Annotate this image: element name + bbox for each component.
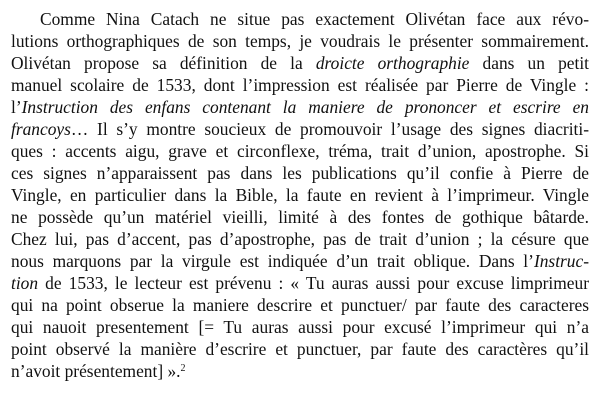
text-segment: Vingle, en particulier dans la Bible, la faute en revient à l’imprimeur. Vingle [11,185,589,205]
text-segment: qui na point obserue la maniere descrire et punctuer/ par faute des caracteres [11,295,589,315]
text-segment: lutions orthographiques de son temps, je voudrais le présenter sommairement. [11,31,589,51]
paragraph-line [11,360,589,382]
text-segment: dans un petit [469,53,589,73]
paragraph-line [11,118,589,140]
text-segment: Comme Nina Catach ne situe pas exactement Olivétan face aux révo- [40,9,589,29]
footnote-marker: 2 [180,363,186,374]
paragraph-line [11,316,589,338]
text-segment: ces signes n’apparaissent pas dans les publications qu’il confie à Pierre de [11,163,589,183]
paragraph-line [11,184,589,206]
paragraph-line [11,140,589,162]
italic-text: francoys [11,119,71,139]
text-segment: point observé la manière d’escrire et punctuer, par faute des caractères qu’il [11,339,589,359]
text-segment: Olivétan propose sa définition de la [11,53,316,73]
paragraph-line [11,294,589,316]
paragraph-line [11,96,589,118]
paragraph-line [11,338,589,360]
text-segment: nous marquons par la virgule est indiquée d’un trait oblique. Dans l’ [11,251,534,271]
paragraph-line [40,8,589,30]
text-segment: de 1533, le lecteur est prévenu : « Tu auras aussi pour excuse limprimeur [38,273,589,293]
italic-text: tion [11,273,39,293]
text-segment: manuel scolaire de 1533, dont l’impression est réalisée par Pierre de Vingle : [11,75,589,95]
text-segment: ques : accents aigu, grave et circonflexe, tréma, trait d’union, apostrophe. Si [11,141,589,161]
paragraph-line [11,272,589,294]
text-segment: Chez lui, pas d’accent, pas d’apostrophe, pas de trait d’union ; la césure que [11,229,589,249]
italic-text: Instruc- [533,251,589,271]
paragraph-line [11,74,589,96]
italic-text: Instruction des enfans contenant la maniere de prononcer et escrire en [21,97,589,117]
paragraph-line [11,52,589,74]
italic-text: droicte orthographie [315,53,470,73]
paragraph-line [11,162,589,184]
text-segment: qui nauoit presentement [= Tu auras aussi pour excusé l’imprimeur qui n’a [11,317,589,337]
paragraph-line [11,30,589,52]
text-segment: ne possède qu’un matériel vieilli, limité à des fontes de gothique bâtarde. [11,207,589,227]
text-segment: n’avoit présentement] ». [11,361,181,381]
paragraph-line [11,206,589,228]
text-segment: l’ [11,97,22,117]
paragraph-line [11,250,589,272]
paragraph-line [11,228,589,250]
text-segment: … Il s’y montre soucieux de promouvoir l’usage des signes diacriti- [70,119,589,139]
